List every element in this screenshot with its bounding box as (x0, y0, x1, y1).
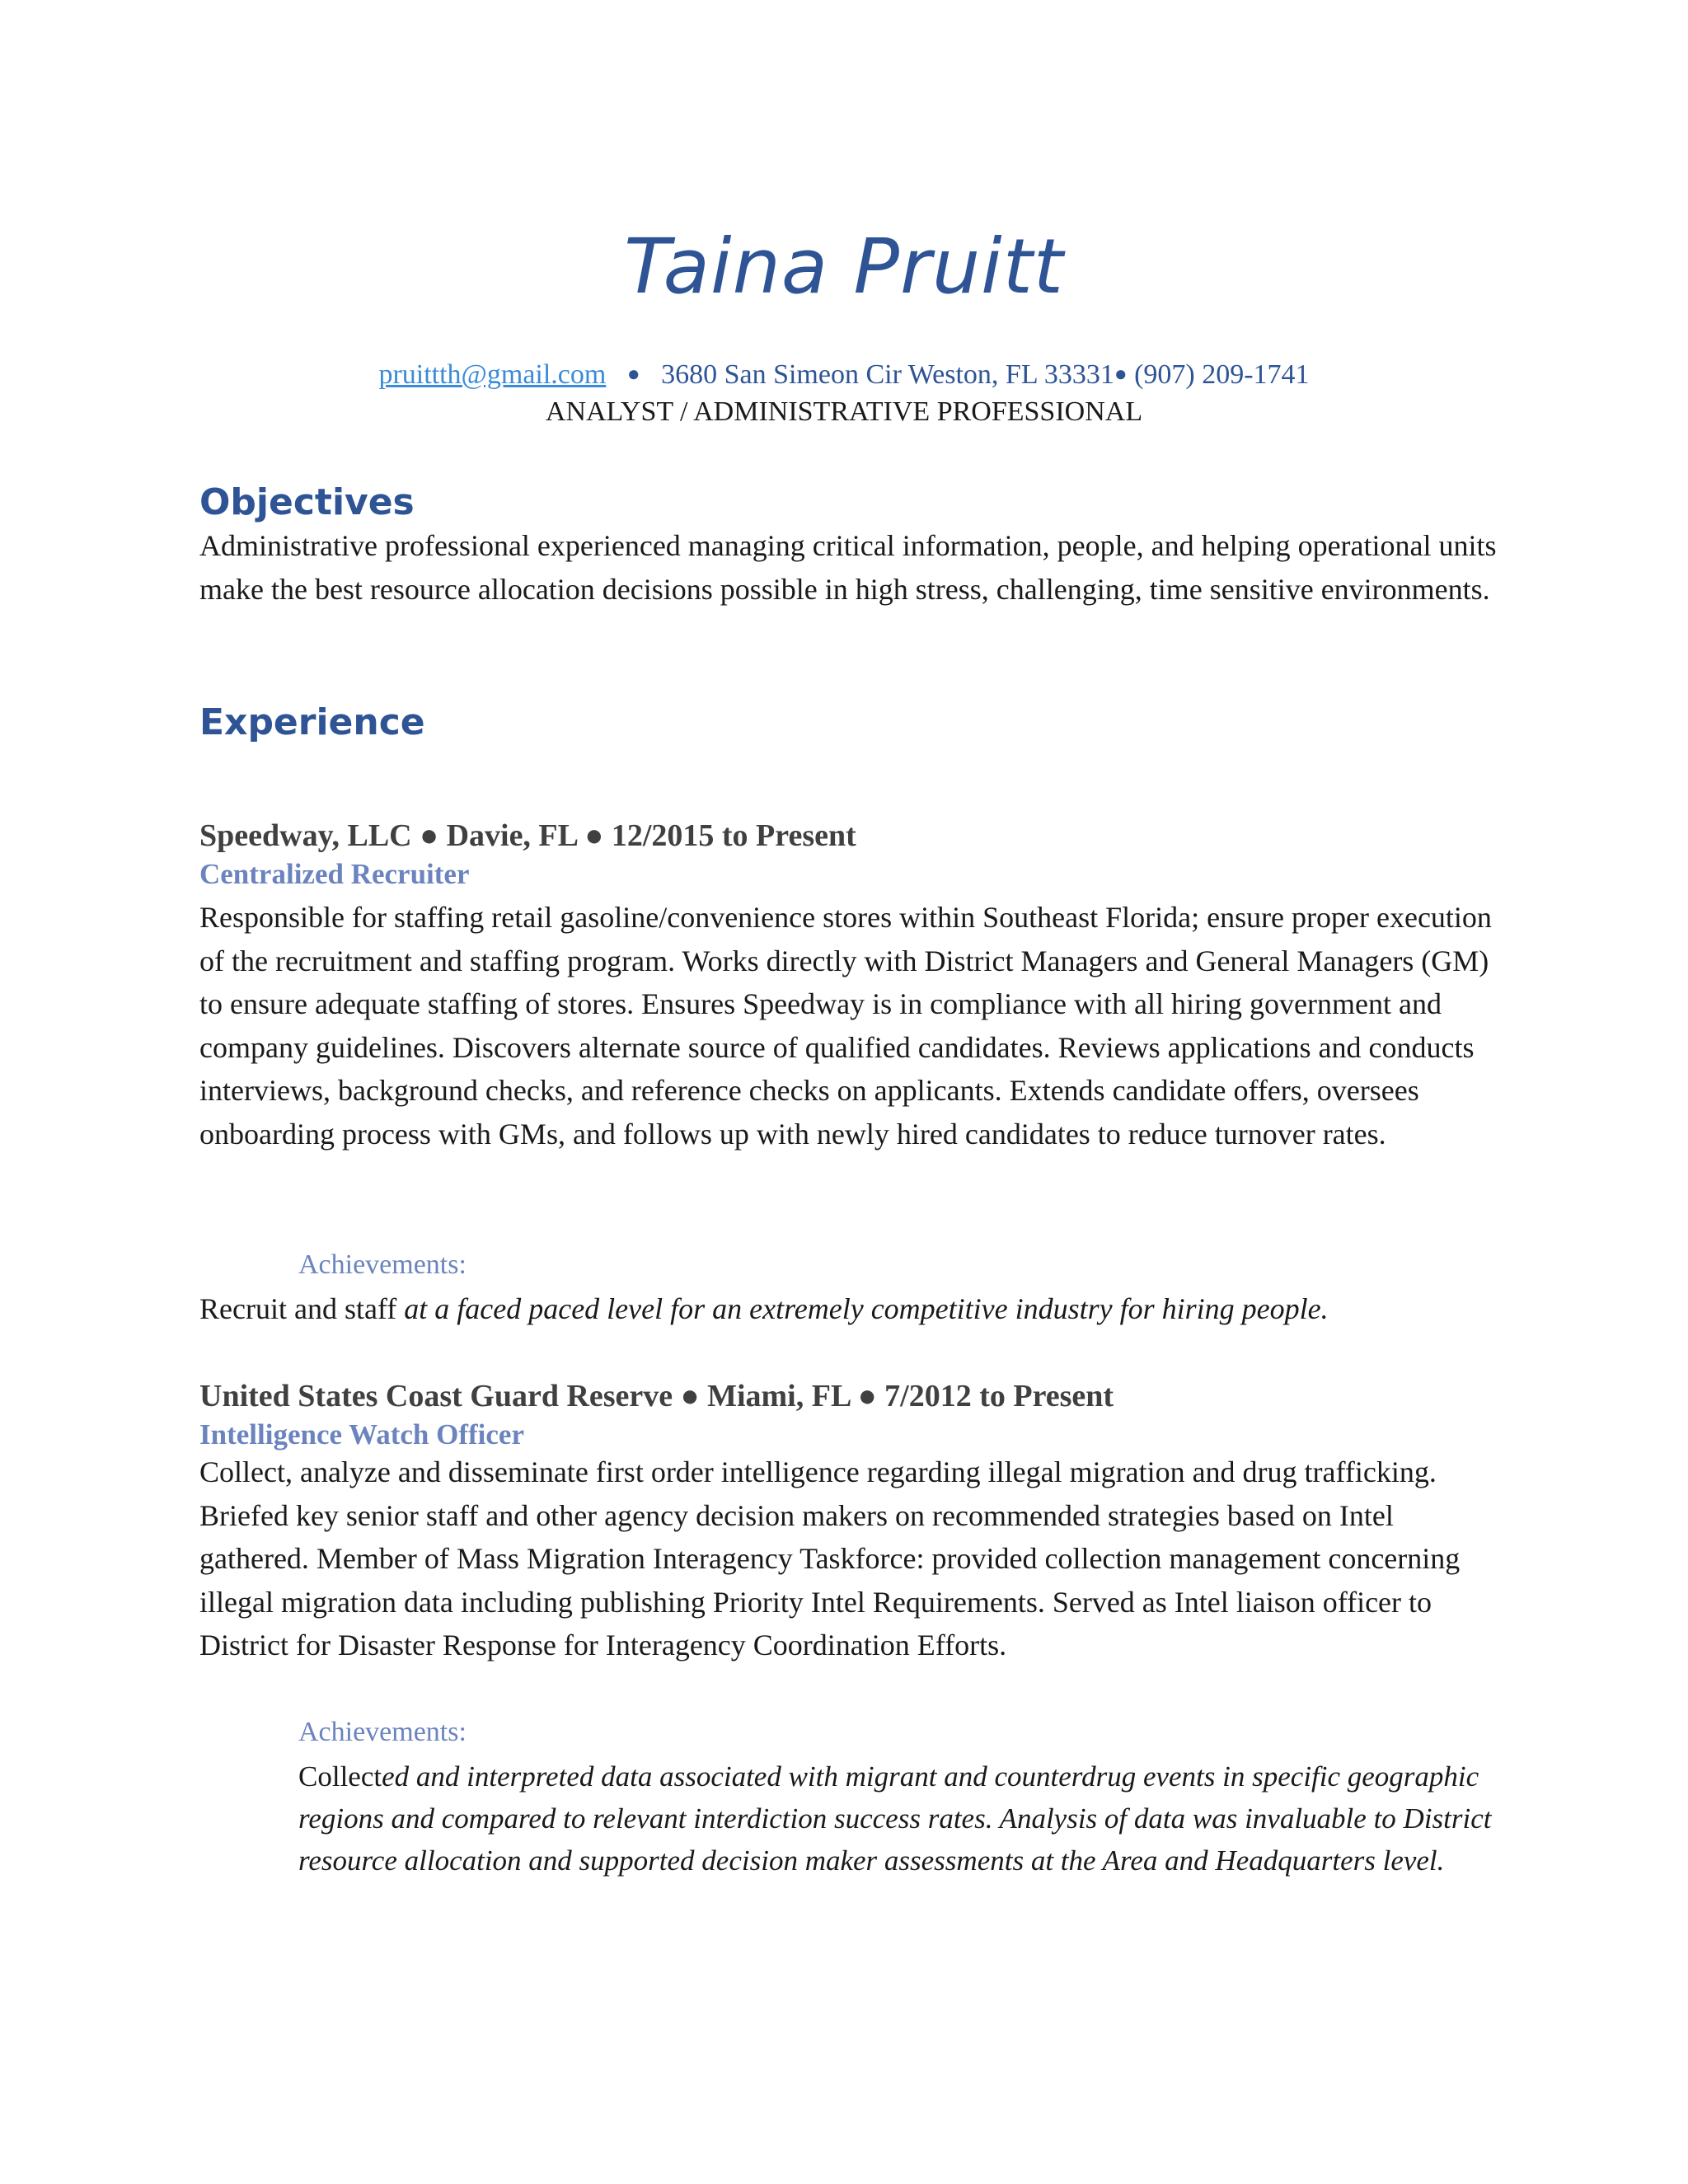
candidate-name: Taina Pruitt (624, 223, 1064, 311)
job-title-speedway: Centralized Recruiter (199, 858, 470, 890)
contact-line (0, 356, 1688, 393)
achievement-text-coast-guard (298, 1755, 1502, 1882)
separator-dot: ● (626, 362, 640, 386)
address-text: 3680 San Simeon Cir Weston, FL 33331 (661, 359, 1114, 390)
separator-dot: ● (1114, 362, 1128, 386)
professional-headline: ANALYST / ADMINISTRATIVE PROFESSIONAL (545, 396, 1143, 427)
achievements-label-coast-guard: Achievements: (298, 1717, 467, 1747)
job-heading-speedway: Speedway, LLC ● Davie, FL ● 12/2015 to Present (199, 818, 856, 853)
achievement-italic: at a faced paced level for an extremely competitive industry for hiring people. (404, 1292, 1329, 1325)
phone-text: (907) 209-1741 (1134, 359, 1310, 390)
objectives-text: Administrative professional experienced managing critical information, people, and helping operational units make the best resource allocation decisions possible in high stress, challenging, time sensitive environments. (199, 529, 1497, 606)
achievements-label-speedway: Achievements: (298, 1249, 467, 1280)
job-title-coast-guard: Intelligence Watch Officer (199, 1418, 524, 1451)
email-link[interactable]: pruittth@gmail.com (378, 359, 607, 390)
job-description-speedway: Responsible for staffing retail gasoline/convenience stores within Southeast Florida; ensure proper execution of the recruitment and staffing program. Works directly with District Managers and General Managers (GM) to ensure adequate staffing of stores. Ensures Speedway is in compliance with all hiring government and company guidelines. Discovers alternate source of qualified candidates. Reviews applications and conducts interviews, background checks, and reference checks on applicants. Extends candidate offers, oversees onboarding process with GMs, and follows up with newly hired candidates to reduce turnover rates. (199, 901, 1492, 1151)
experience-heading: Experience (199, 701, 425, 743)
achievement-plain: Recruit and staff (199, 1292, 405, 1325)
objectives-heading: Objectives (199, 481, 415, 523)
job-description-coast-guard: Collect, analyze and disseminate first order intelligence regarding illegal migration and drug trafficking. Briefed key senior staff and other agency decision makers on recommended strategies based on Intel gathered. Member of Mass Migration Interagency Taskforce: provided collection management concerning illegal migration data including publishing Priority Intel Requirements. Served as Intel liaison officer to District for Disaster Response for Interagency Coordination Efforts. (199, 1455, 1461, 1661)
job-heading-coast-guard: United States Coast Guard Reserve ● Miami, FL ● 7/2012 to Present (199, 1379, 1114, 1413)
achievement-italic: ed and interpreted data associated with migrant and counterdrug events in specific geographic regions and compared to relevant interdiction success rates. Analysis of data was invaluable to District resource allocation and supported decision maker assessments at the Area and Headquarters level. (298, 1760, 1492, 1877)
achievement-plain: Collect (298, 1760, 382, 1793)
achievement-text-speedway (199, 1287, 1518, 1330)
